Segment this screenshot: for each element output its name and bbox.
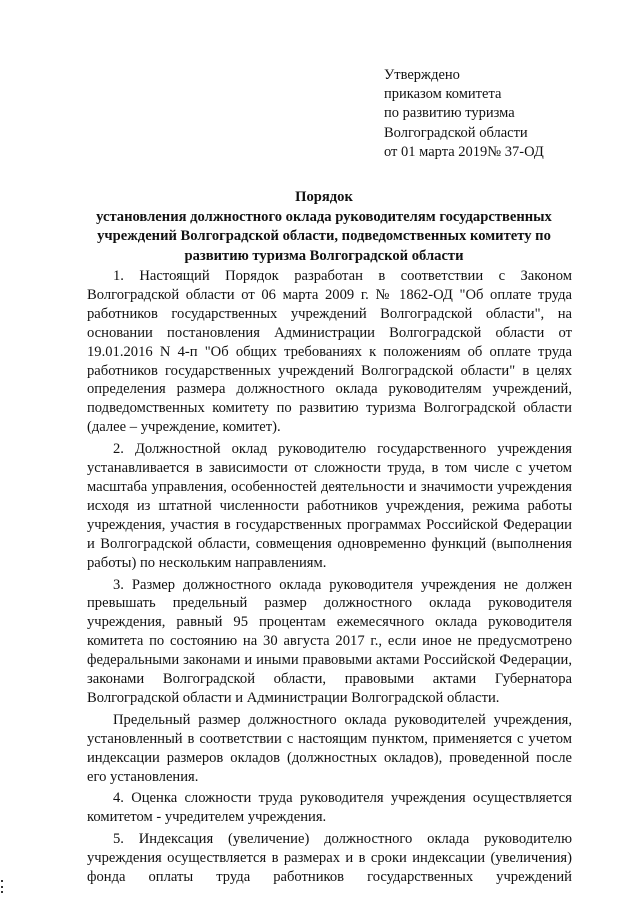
- approval-line-committee: по развитию туризма: [384, 105, 515, 122]
- paragraph-5: 5. Индексация (увеличение) должностного оклада руководителю учреждения осуществляется в размерах и в сроки индексации (увеличения) фонда оплаты труда работников государственных учреждений: [87, 831, 572, 886]
- title-subtitle: установления должностного оклада руководителям государственных учреждений Волгоградской области, подведомственных комитету по развитию туризма Волгоградской области: [96, 209, 552, 264]
- approval-line-order: приказом комитета: [384, 86, 502, 103]
- title-heading: Порядок: [295, 189, 353, 205]
- approval-line-approved: Утверждено: [384, 67, 460, 83]
- approval-stamp: [384, 66, 624, 162]
- paragraph-2: 2. Должностной оклад руководителю государственного учреждения устанавливается в зависимости от сложности труда, в том числе с учетом масштаба управления, особенностей деятельности и значимости учреждения исходя из штатной численности работников учреждения, режима работы учреждения, участия в государственных программах Российской Федерации и Волгоградской области, совмещения одновременно функций (выполнения работы) по нескольким направлениям.: [87, 441, 572, 571]
- approval-line-region: Волгоградской области: [384, 124, 528, 141]
- approval-line-date: от 01 марта 2019№ 37-ОД: [384, 143, 544, 160]
- document-title: [86, 188, 562, 266]
- paragraph-3-note: Предельный размер должностного оклада руководителей учреждения, установленный в соответствии с настоящим пунктом, применяется с учетом индексации размеров окладов (должностных окладов), проведенной после его установления.: [87, 711, 572, 785]
- scan-margin-mark: [0, 880, 4, 894]
- document-body: [87, 267, 572, 890]
- paragraph-1: 1. Настоящий Порядок разработан в соответствии с Законом Волгоградской области от 06 марта 2009 г. № 1862-ОД "Об оплате труда работников государственных учреждений Волгоградской области", на основании постановления Администрации Волгоградской области от 19.01.2016 N 4-п "Об общих требованиях к положениям об оплате труда работников государственных учреждений Волгоградской области" в целях определения размера должностного оклада руководителям учреждений, подведомственных комитету по развитию туризма Волгоградской области (далее – учреждение, комитет).: [87, 268, 572, 436]
- paragraph-3: 3. Размер должностного оклада руководителя учреждения не должен превышать предельный размер должностного оклада руководителя учреждения, равный 95 процентам ежемесячного оклада руководителя комитета по состоянию на 30 августа 2017 г., если иное не предусмотрено федеральными законами и иными правовыми актами Российской Федерации, законами Волгоградской области, правовыми актами Губернатора Волгоградской области и Администрации Волгоградской области.: [87, 576, 572, 706]
- paragraph-4: 4. Оценка сложности труда руководителя учреждения осуществляется комитетом - учредителем учреждения.: [87, 790, 572, 826]
